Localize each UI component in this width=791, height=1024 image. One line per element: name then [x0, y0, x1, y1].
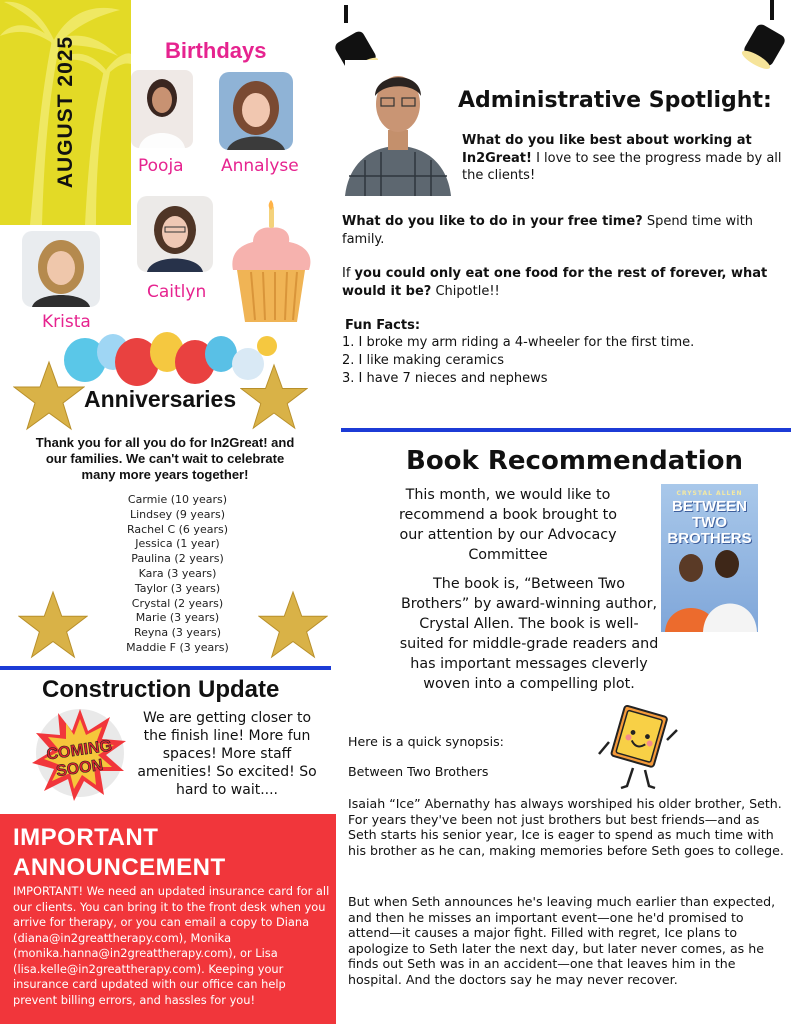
list-item: 2. I like making ceramics — [342, 353, 504, 368]
star-icon — [258, 590, 328, 660]
list-item: 3. I have 7 nieces and nephews — [342, 371, 548, 386]
list-item: Jessica (1 year) — [135, 537, 220, 551]
birthday-name: Krista — [42, 312, 91, 332]
announcement-body: IMPORTANT! We need an updated insurance card for all our clients. You can bring it to the front desk when you arrive for therapy, or you can email a copy to Diana (diana@in2greattherapy.com), Monika (monika.hanna@in2greattherapy.com), or Lisa (lisa.kelle@in2greattherapy.com). Keeping your insurance card updated with our office can help prevent billing errors, and hassles for you! — [13, 884, 330, 1007]
star-icon — [240, 363, 308, 431]
list-item: Kara (3 years) — [138, 566, 217, 580]
question-text: you could only eat one food for the rest of forever, what would it be? — [342, 266, 768, 299]
book-description: The book is, “Between Two Brothers” by award-winning author, Crystal Allen. The book is well-suited for middle-grade readers and has important messages cleverly woven into a compelling plot. — [399, 576, 659, 692]
fun-facts-title: Fun Facts: — [345, 318, 421, 333]
birthday-name: Annalyse — [221, 156, 299, 176]
birthday-name: Pooja — [138, 156, 184, 176]
list-item: Taylor (3 years) — [134, 581, 221, 595]
question-text: What do you like to do in your free time? — [342, 214, 643, 229]
krista-photo — [22, 231, 100, 307]
question-prefix: If — [342, 266, 355, 281]
list-item: Reyna (3 years) — [134, 626, 221, 640]
spotlight-q3 — [342, 265, 782, 300]
answer-text: I love to see the progress made by all the clients! — [462, 150, 782, 183]
list-item: 1. I broke my arm riding a 4-wheeler for the first time. — [342, 335, 695, 350]
answer-text: Spend time with family. — [342, 214, 754, 247]
list-item: Rachel C (6 years) — [126, 522, 228, 536]
list-item: Carmie (10 years) — [127, 493, 228, 506]
answer-text: Chipotle!! — [431, 283, 500, 299]
coming-soon-badge — [30, 705, 130, 801]
caitlyn-photo — [137, 196, 213, 272]
annalyse-photo — [219, 72, 293, 150]
list-item: Crystal (2 years) — [131, 596, 224, 610]
book-cover — [661, 484, 758, 632]
synopsis-paragraph: But when Seth announces he's leaving much earlier than expected, and then he misses an important event—one he'd promised to attend—it causes a major fight. Filled with regret, Ice plans to apologize to Seth later the next day, but later never comes, as he finds out Seth was in an accident—one that leaves him in the hospital. And the doctors say he may never recover. — [348, 894, 776, 987]
pooja-photo — [131, 70, 193, 148]
birthdays-title: Birthdays — [165, 38, 267, 63]
anniversaries-thanks: Thank you for all you do for In2Great! and our families. We can't wait to celebrate many more years together! — [35, 435, 295, 482]
spotlight-title: Administrative Spotlight: — [458, 88, 772, 113]
book-cover-author: CRYSTAL ALLEN — [676, 490, 743, 497]
anniversaries-title: Anniversaries — [84, 386, 237, 412]
cupcake-icon — [225, 200, 317, 326]
synopsis-paragraph: Isaiah “Ice” Abernathy has always worshiped his older brother, Seth. For years they've been not just brothers but best friends—and as Seth starts his senior year, Ice is eager to spend as much time with his brother as he can, making memories before Seth goes to college. — [348, 796, 784, 858]
list-item: Lindsey (9 years) — [130, 507, 225, 521]
spotlight-lamp-icon — [740, 0, 790, 72]
star-icon — [18, 590, 88, 660]
question-text: What do you like best about working at In2Great! — [462, 133, 752, 166]
spotlight-photo — [345, 60, 451, 196]
month-panel — [0, 0, 131, 225]
synopsis-title: Between Two Brothers — [348, 764, 489, 779]
book-title: Book Recommendation — [406, 446, 744, 476]
construction-title: Construction Update — [42, 676, 280, 703]
section-divider — [0, 666, 331, 670]
book-cover-illustration — [661, 548, 758, 632]
construction-text: We are getting closer to the finish line! More fun spaces! More staff amenities! So excited! So hard to wait.... — [137, 710, 317, 798]
badge-line-2: SOON — [55, 756, 105, 781]
spotlight-q2 — [342, 213, 782, 248]
month-label: AUGUST 2025 — [54, 35, 77, 189]
list-item: Marie (3 years) — [135, 611, 220, 625]
list-item: Paulina (2 years) — [131, 552, 224, 566]
book-cover-title: BETWEEN TWO BROTHERS — [667, 498, 752, 547]
birthday-name: Caitlyn — [147, 282, 207, 302]
book-intro: This month, we would like to recommend a book brought to our attention by our Advocacy Committee — [398, 487, 618, 563]
synopsis-intro: Here is a quick synopsis: — [348, 734, 504, 749]
fun-facts-list — [342, 334, 694, 388]
spotlight-q1 — [462, 132, 784, 185]
announcement-title: IMPORTANT ANNOUNCEMENT — [13, 824, 226, 881]
announcement-panel — [0, 814, 336, 1024]
anniversaries-list — [100, 493, 255, 656]
list-item: Maddie F (3 years) — [126, 640, 229, 654]
section-divider — [341, 428, 791, 432]
badge-line-1: COMING — [45, 737, 114, 764]
star-icon — [13, 360, 85, 432]
